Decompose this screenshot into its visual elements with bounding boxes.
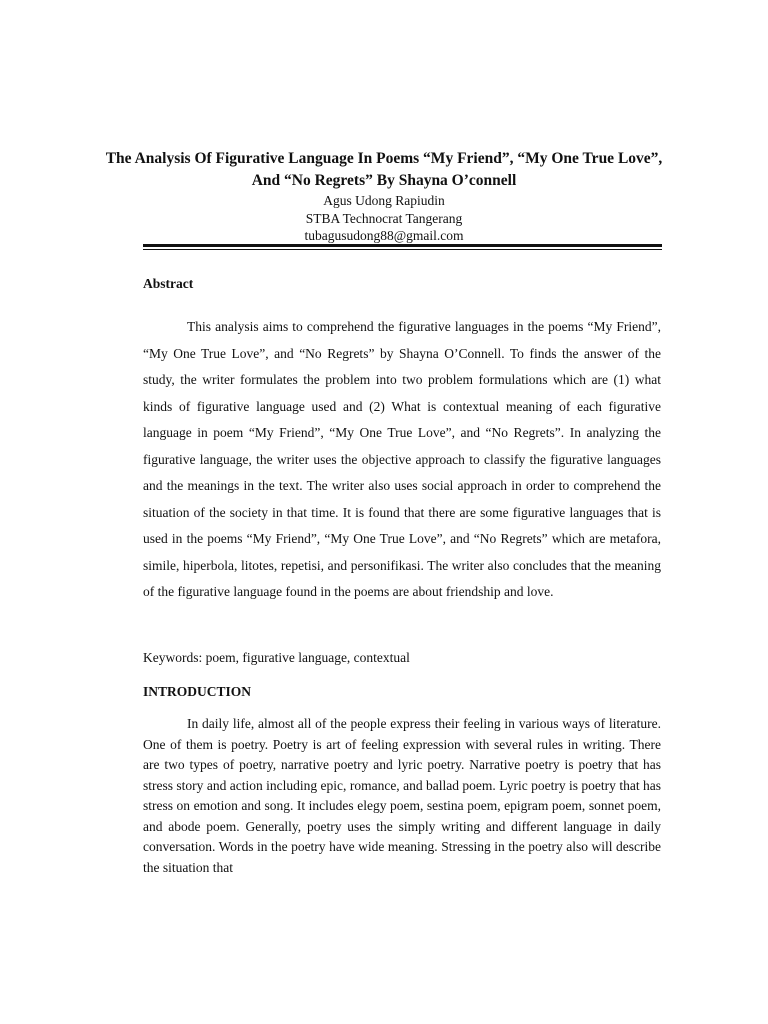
keywords-line: Keywords: poem, figurative language, contextual: [143, 650, 410, 665]
author-name: Agus Udong Rapiudin: [323, 193, 445, 208]
introduction-text: In daily life, almost all of the people express their feeling in various ways of literature. One of them is poetry. Poetry is art of feeling expression with several rules in writing. There are two types of poetry, narrative poetry and lyric poetry. Narrative poetry is poetry that has stress story and action including epic, romance, and ballad poem. Lyric poetry is poetry that has stress on emotion and song. It includes elegy poem, sestina poem, epigram poem, sonnet poem, and abode poem. Generally, poetry uses the simply writing and different language in daily conversation. Words in the poetry have wide meaning. Stressing in the poetry also will describe the situation that: [143, 716, 661, 875]
abstract-text: This analysis aims to comprehend the figurative languages in the poems “My Friend”, “My One True Love”, and “No Regrets” by Shayna O’Connell. To finds the answer of the study, the writer formulates the problem into two problem formulations which are (1) what kinds of figurative language used and (2) What is contextual meaning of each figurative language in poem “My Friend”, “My One True Love”, and “No Regrets”. In analyzing the figurative language, the writer uses the objective approach to classify the figurative languages and the meanings in the text. The writer also uses social approach in order to comprehend the situation of the society in that time. It is found that there are some figurative languages that is used in the poems “My Friend”, “My One True Love”, and “No Regrets” which are metafora, simile, hiperbola, litotes, repetisi, and personifikasi. The writer also concludes that the meaning of the figurative language found in the poems are about friendship and love.: [143, 319, 661, 599]
author-affiliation: STBA Technocrat Tangerang: [305, 210, 463, 226]
author-block: [100, 192, 668, 245]
author-email: tubagusudong88@gmail.com: [304, 228, 464, 243]
paper-title: The Analysis Of Figurative Language In Poems “My Friend”, “My One True Love”, And “No Regrets” By Shayna O’connell: [105, 150, 663, 189]
header-divider-thick: [143, 244, 662, 247]
header-divider-thin: [143, 249, 662, 250]
abstract-heading: Abstract: [143, 276, 194, 291]
introduction-heading: INTRODUCTION: [143, 684, 252, 699]
